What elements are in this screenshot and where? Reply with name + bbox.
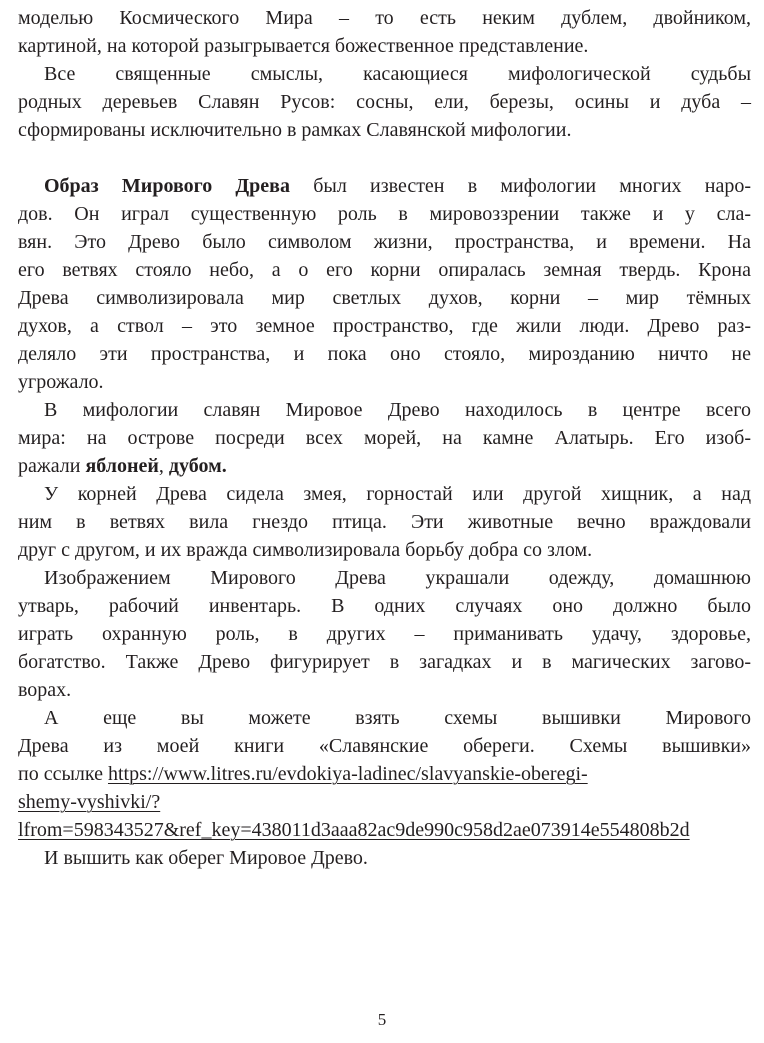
text-line: играть охранную роль, в других – приманивать удачу, здоровье,	[18, 623, 751, 645]
text-line: мира: на острове посреди всех морей, на камне Алатырь. Его изоб-	[18, 427, 751, 449]
bold-term: дубом.	[168, 455, 227, 477]
bold-term: яблоней	[85, 455, 159, 477]
text-line: И вышить как оберег Мировое Древо.	[44, 847, 368, 869]
text-span: по ссылке	[18, 763, 108, 785]
text-line: духов, а ствол – это земное пространство, где жили люди. Древо раз-	[18, 315, 751, 337]
text-line: дов. Он играл существенную роль в мировоззрении также и у сла-	[18, 203, 751, 225]
text-line: друг с другом, и их вражда символизировала борьбу добра со злом.	[18, 539, 593, 561]
text-line: вян. Это Древо было символом жизни, пространства, и времени. На	[18, 231, 751, 253]
text-line: У корней Древа сидела змея, горностай или другой хищник, а над	[44, 483, 751, 505]
text-line: сформированы исключительно в рамках Славянской мифологии.	[18, 119, 572, 141]
text-span: был известен в мифологии многих наро-	[289, 175, 751, 197]
text-line: моделью Космического Мира – то есть неким дублем, двойником,	[18, 7, 751, 29]
text-line: родных деревьев Славян Русов: сосны, ели, березы, осины и дуба –	[18, 91, 751, 113]
text-line: А еще вы можете взять схемы вышивки Мирового	[44, 707, 751, 729]
page-number: 5	[377, 1010, 387, 1029]
text-line	[18, 788, 160, 816]
text-line: картиной, на которой разыгрывается божественное представление.	[18, 35, 589, 57]
text-line: Древа из моей книги «Славянские обереги. Схемы вышивки»	[18, 735, 751, 757]
book-link[interactable]: https://www.litres.ru/evdokiya-ladinec/slavyanskie-oberegi-	[107, 763, 588, 785]
text-span: ражали	[18, 455, 86, 477]
text-line: угрожало.	[18, 371, 104, 393]
text-span: ,	[158, 455, 169, 477]
text-line	[18, 816, 690, 844]
text-line	[18, 452, 227, 480]
text-line: его ветвях стояло небо, а о его корни опиралась земная твердь. Крона	[18, 259, 751, 281]
text-line: богатство. Также Древо фигурирует в загадках и в магических загово-	[18, 651, 751, 673]
text-line: ворах.	[18, 679, 72, 701]
bold-term: Образ Мирового Древа	[44, 175, 290, 197]
text-line: Изображением Мирового Древа украшали одежду, домашнюю	[44, 567, 751, 589]
text-line: Все священные смыслы, касающиеся мифологической судьбы	[44, 63, 751, 85]
book-link[interactable]: lfrom=598343527&ref_key=438011d3aaa82ac9de990c958d2ae073914e554808b2d	[18, 819, 690, 841]
text-line	[44, 172, 751, 200]
text-line: утварь, рабочий инвентарь. В одних случаях оно должно было	[18, 595, 751, 617]
book-link[interactable]: shemy-vyshivki/?	[18, 791, 161, 813]
text-line: ним в ветвях вила гнездо птица. Эти животные вечно враждовали	[18, 511, 751, 533]
text-line: В мифологии славян Мировое Древо находилось в центре всего	[44, 399, 751, 421]
text-line: Древа символизировала мир светлых духов, корни – мир тёмных	[18, 287, 751, 309]
text-line	[18, 760, 588, 788]
text-line: деляло эти пространства, и пока оно стояло, мирозданию ничто не	[18, 343, 751, 365]
